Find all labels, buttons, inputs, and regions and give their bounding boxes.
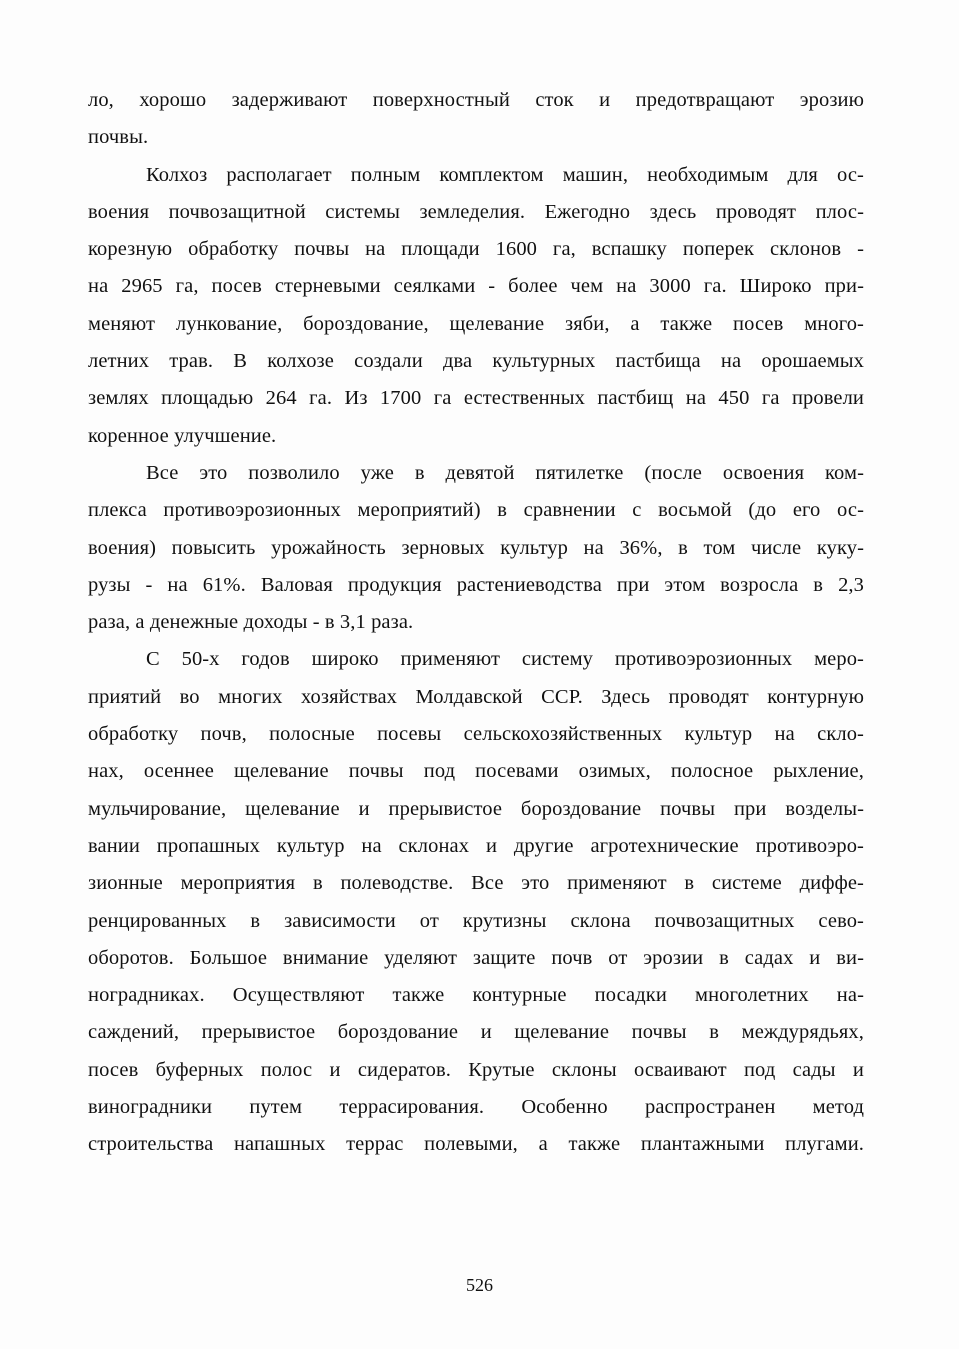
- text-line: корезную обработку почвы на площади 1600 га, вспашку поперек склонов -: [88, 238, 864, 261]
- text-line: меняют лункование, бороздование, щелевание зяби, а также посев много-: [88, 312, 864, 335]
- text-line: ло, хорошо задерживают поверхностный сток и предотвращают эрозию: [88, 89, 864, 111]
- text-line: приятий во многих хозяйствах Молдавской ССР. Здесь проводят контурную: [88, 685, 864, 708]
- text-line: почвы.: [88, 126, 149, 149]
- text-line: С 50-х годов широко применяют систему противоэрозионных меро-: [146, 648, 864, 671]
- text-line: строительства напашных террас полевыми, а также плантажными плугами.: [88, 1133, 864, 1156]
- text-line: саждений, прерывистое бороздование и щелевание почвы в междурядьях,: [88, 1021, 864, 1044]
- text-line: плекса противоэрозионных мероприятий) в сравнении с восьмой (до его ос-: [88, 499, 864, 522]
- text-line: ноградниках. Осуществляют также контурные посадки многолетних на-: [88, 984, 864, 1007]
- text-line: рузы - на 61%. Валовая продукция растениеводства при этом возросла в 2,3: [88, 573, 864, 596]
- text-line: вании пропашных культур на склонах и другие агротехнические противоэро-: [88, 834, 864, 857]
- text-line: обработку почв, полосные посевы сельскохозяйственных культур на скло-: [88, 723, 864, 746]
- text-line: коренное улучшение.: [88, 424, 277, 447]
- text-line: летних трав. В колхозе создали два культурных пастбища на орошаемых: [88, 350, 864, 373]
- text-line: на 2965 га, посев стерневыми сеялками - более чем на 3000 га. Широко при-: [88, 275, 864, 298]
- text-line: мульчирование, щелевание и прерывистое бороздование почвы при возделы-: [88, 797, 864, 820]
- text-line: ренцированных в зависимости от крутизны склона почвозащитных сево-: [88, 909, 864, 932]
- text-line: воения) повысить урожайность зерновых культур на 36%, в том числе куку-: [88, 536, 864, 559]
- text-line: оборотов. Большое внимание уделяют защите почв от эрозии в садах и ви-: [88, 946, 864, 969]
- body-text: [88, 82, 864, 1164]
- text-line: посев буферных полос и сидератов. Крутые склоны осваивают под сады и: [88, 1058, 864, 1081]
- text-line: зионные мероприятия в полеводстве. Все это применяют в системе диффе-: [88, 872, 864, 895]
- text-line: воения почвозащитной системы земледелия. Ежегодно здесь проводят плос-: [88, 200, 864, 223]
- text-line: виноградники путем террасирования. Особенно распространен метод: [88, 1096, 864, 1119]
- text-line: нах, осеннее щелевание почвы под посевами озимых, полосное рыхление,: [88, 760, 864, 783]
- text-line: Колхоз располагает полным комплектом машин, необходимым для ос-: [146, 163, 864, 186]
- page-number: 526: [466, 1275, 493, 1295]
- text-line: Все это позволило уже в девятой пятилетке (после освоения ком-: [146, 461, 864, 484]
- text-line: раза, а денежные доходы - в 3,1 раза.: [88, 611, 414, 634]
- text-line: землях площадью 264 га. Из 1700 га естественных пастбищ на 450 га провели: [88, 387, 864, 410]
